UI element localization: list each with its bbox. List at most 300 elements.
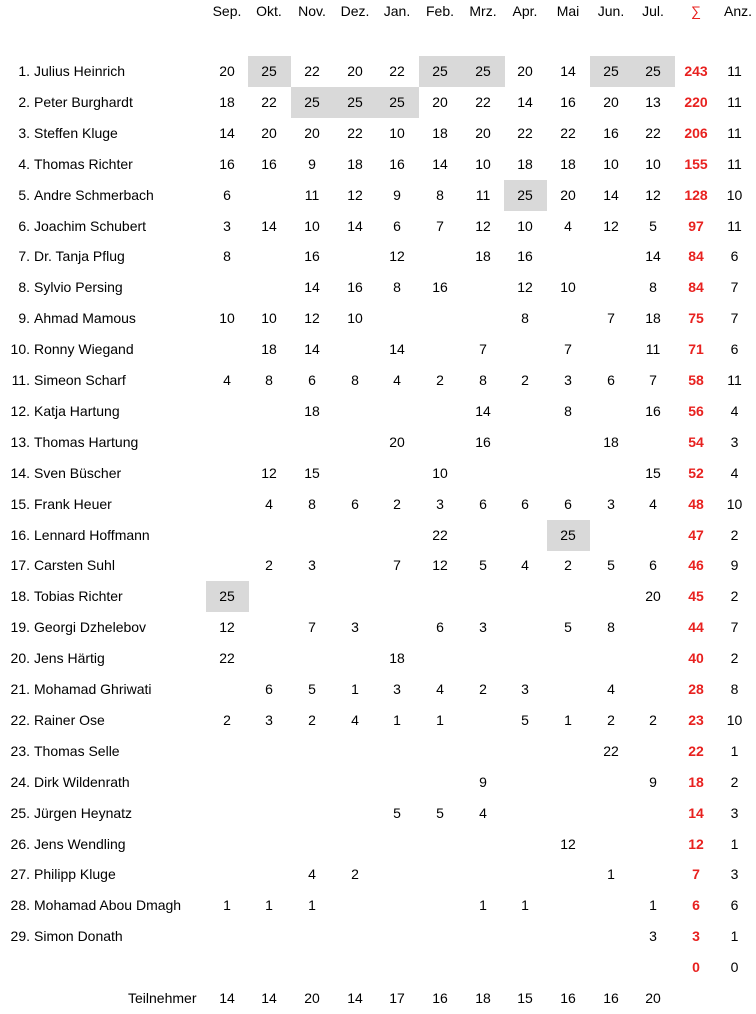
row-count: 2 (717, 767, 753, 798)
row-value: 3 (504, 674, 547, 705)
row-value: 20 (504, 56, 547, 87)
row-value: 25 (376, 87, 419, 118)
row-value: 3 (376, 674, 419, 705)
row-value (248, 581, 291, 612)
row-value (547, 890, 590, 921)
row-value: 16 (376, 149, 419, 180)
row-value: 5 (419, 798, 462, 829)
row-value (632, 829, 675, 860)
row-value: 7 (632, 365, 675, 396)
row-value: 14 (206, 118, 249, 149)
row-value (419, 581, 462, 612)
row-value: 20 (590, 87, 633, 118)
row-value: 1 (334, 674, 377, 705)
row-count: 8 (717, 674, 753, 705)
row-value (504, 427, 547, 458)
row-rank: 21. (0, 674, 30, 705)
row-value (547, 458, 590, 489)
row-value: 10 (632, 149, 675, 180)
row-value: 11 (291, 180, 334, 211)
row-value (504, 798, 547, 829)
row-name: Jens Härtig (34, 643, 105, 674)
row-value (419, 334, 462, 365)
row-value: 10 (504, 211, 547, 242)
row-value (376, 581, 419, 612)
row-count: 1 (717, 736, 753, 767)
row-value: 5 (632, 211, 675, 242)
row-rank: 6. (0, 211, 30, 242)
row-value: 16 (248, 149, 291, 180)
row-name: Lennard Hoffmann (34, 520, 150, 551)
row-value: 14 (590, 180, 633, 211)
row-value: 3 (547, 365, 590, 396)
row-value: 25 (291, 87, 334, 118)
row-value: 1 (547, 705, 590, 736)
row-name: Dirk Wildenrath (34, 767, 130, 798)
row-value: 7 (291, 612, 334, 643)
row-value (632, 736, 675, 767)
row-total: 7 (675, 859, 718, 890)
row-value (248, 396, 291, 427)
row-value: 4 (248, 489, 291, 520)
row-value (291, 829, 334, 860)
row-value: 14 (376, 334, 419, 365)
row-count: 3 (717, 859, 753, 890)
row-value (590, 643, 633, 674)
row-value (376, 921, 419, 952)
row-value: 25 (206, 581, 249, 612)
row-value: 18 (462, 241, 505, 272)
row-value (547, 303, 590, 334)
row-value: 8 (248, 365, 291, 396)
row-value (590, 241, 633, 272)
row-value (334, 890, 377, 921)
row-value: 3 (334, 612, 377, 643)
row-value (504, 581, 547, 612)
row-value (547, 581, 590, 612)
row-value (590, 921, 633, 952)
row-value: 2 (632, 705, 675, 736)
row-count: 6 (717, 890, 753, 921)
row-value: 12 (590, 211, 633, 242)
row-value (419, 396, 462, 427)
row-rank: 5. (0, 180, 30, 211)
header-month: Jan. (376, 0, 419, 22)
row-value (504, 829, 547, 860)
row-value (590, 334, 633, 365)
row-value (419, 859, 462, 890)
row-value (504, 767, 547, 798)
row-value: 14 (547, 56, 590, 87)
row-total: 47 (675, 520, 718, 551)
row-value: 8 (334, 365, 377, 396)
row-total: 84 (675, 241, 718, 272)
row-value: 5 (376, 798, 419, 829)
row-value: 12 (206, 612, 249, 643)
row-name: Philipp Kluge (34, 859, 116, 890)
row-rank: 25. (0, 798, 30, 829)
header-sum-symbol: ∑ (675, 0, 718, 22)
row-value: 6 (334, 489, 377, 520)
row-rank: 26. (0, 829, 30, 860)
row-value (504, 643, 547, 674)
row-value (248, 241, 291, 272)
row-value (206, 550, 249, 581)
row-rank: 28. (0, 890, 30, 921)
row-value: 18 (206, 87, 249, 118)
row-value: 7 (547, 334, 590, 365)
row-value: 8 (376, 272, 419, 303)
row-count: 10 (717, 180, 753, 211)
row-rank: 1. (0, 56, 30, 87)
row-value: 12 (547, 829, 590, 860)
row-value (248, 427, 291, 458)
row-name: Rainer Ose (34, 705, 105, 736)
row-name: Jürgen Heynatz (34, 798, 132, 829)
row-value: 22 (419, 520, 462, 551)
row-value (632, 859, 675, 890)
row-value: 8 (206, 241, 249, 272)
row-total: 48 (675, 489, 718, 520)
header-month: Jun. (590, 0, 633, 22)
row-value (376, 303, 419, 334)
footer-value: 14 (334, 983, 377, 1014)
row-rank: 8. (0, 272, 30, 303)
row-value: 10 (419, 458, 462, 489)
row-name: Thomas Richter (34, 149, 133, 180)
row-value: 5 (291, 674, 334, 705)
row-value: 6 (547, 489, 590, 520)
row-rank: 3. (0, 118, 30, 149)
row-value (419, 736, 462, 767)
row-total: 52 (675, 458, 718, 489)
row-name: Mohamad Ghriwati (34, 674, 152, 705)
row-value (547, 921, 590, 952)
extra-total: 0 (675, 952, 718, 983)
row-value: 8 (590, 612, 633, 643)
row-value (590, 458, 633, 489)
row-value (334, 798, 377, 829)
row-value: 2 (547, 550, 590, 581)
row-count: 10 (717, 489, 753, 520)
row-value (334, 458, 377, 489)
row-value: 14 (291, 334, 334, 365)
row-value (376, 829, 419, 860)
row-name: Peter Burghardt (34, 87, 133, 118)
row-value: 8 (291, 489, 334, 520)
row-value (248, 767, 291, 798)
row-count: 11 (717, 87, 753, 118)
row-value (376, 612, 419, 643)
row-value: 2 (291, 705, 334, 736)
row-value (334, 736, 377, 767)
row-rank: 23. (0, 736, 30, 767)
row-value (206, 396, 249, 427)
row-value: 18 (376, 643, 419, 674)
row-name: Frank Heuer (34, 489, 112, 520)
row-value: 12 (419, 550, 462, 581)
row-value: 6 (590, 365, 633, 396)
row-name: Katja Hartung (34, 396, 120, 427)
row-value: 5 (590, 550, 633, 581)
row-value: 7 (419, 211, 462, 242)
row-value: 22 (590, 736, 633, 767)
row-total: 45 (675, 581, 718, 612)
row-value: 1 (590, 859, 633, 890)
row-name: Thomas Selle (34, 736, 120, 767)
row-value: 25 (590, 56, 633, 87)
row-count: 11 (717, 56, 753, 87)
row-value: 20 (291, 118, 334, 149)
row-value (504, 736, 547, 767)
row-rank: 18. (0, 581, 30, 612)
row-value: 2 (462, 674, 505, 705)
header-count: Anz. (717, 0, 756, 22)
row-rank: 9. (0, 303, 30, 334)
row-value: 20 (462, 118, 505, 149)
row-value: 3 (590, 489, 633, 520)
row-value: 6 (376, 211, 419, 242)
row-value: 12 (248, 458, 291, 489)
row-value: 1 (419, 705, 462, 736)
footer-value: 14 (206, 983, 249, 1014)
row-value: 22 (248, 87, 291, 118)
row-total: 12 (675, 829, 718, 860)
row-value: 6 (248, 674, 291, 705)
row-value (206, 736, 249, 767)
row-value: 16 (632, 396, 675, 427)
row-value: 9 (376, 180, 419, 211)
row-value: 18 (334, 149, 377, 180)
row-value (248, 272, 291, 303)
row-value (206, 767, 249, 798)
row-value: 10 (248, 303, 291, 334)
row-value (248, 612, 291, 643)
row-value (504, 458, 547, 489)
row-total: 54 (675, 427, 718, 458)
row-value (590, 767, 633, 798)
row-value: 3 (419, 489, 462, 520)
row-value (206, 458, 249, 489)
row-count: 1 (717, 921, 753, 952)
footer-value: 16 (590, 983, 633, 1014)
row-value (248, 520, 291, 551)
row-value: 13 (632, 87, 675, 118)
row-value (504, 396, 547, 427)
row-value: 20 (547, 180, 590, 211)
row-value: 14 (291, 272, 334, 303)
row-total: 3 (675, 921, 718, 952)
row-value (547, 767, 590, 798)
header-month: Mrz. (462, 0, 505, 22)
row-value (291, 921, 334, 952)
row-count: 2 (717, 643, 753, 674)
row-value: 20 (376, 427, 419, 458)
row-value (547, 736, 590, 767)
row-value (376, 890, 419, 921)
header-month: Nov. (291, 0, 334, 22)
row-value: 10 (547, 272, 590, 303)
row-count: 3 (717, 798, 753, 829)
row-value: 16 (590, 118, 633, 149)
row-count: 4 (717, 458, 753, 489)
row-name: Thomas Hartung (34, 427, 138, 458)
row-value: 4 (547, 211, 590, 242)
row-value (248, 859, 291, 890)
row-value: 22 (376, 56, 419, 87)
row-value (291, 643, 334, 674)
row-rank: 19. (0, 612, 30, 643)
row-value: 12 (334, 180, 377, 211)
row-value: 14 (632, 241, 675, 272)
row-value: 3 (206, 211, 249, 242)
row-value (632, 674, 675, 705)
row-count: 2 (717, 520, 753, 551)
row-rank: 14. (0, 458, 30, 489)
row-total: 128 (675, 180, 718, 211)
row-count: 1 (717, 829, 753, 860)
row-total: 97 (675, 211, 718, 242)
row-value: 4 (291, 859, 334, 890)
row-value (462, 705, 505, 736)
row-value: 4 (632, 489, 675, 520)
row-value: 10 (376, 118, 419, 149)
row-total: 44 (675, 612, 718, 643)
row-value: 22 (632, 118, 675, 149)
row-value (376, 767, 419, 798)
row-value: 22 (291, 56, 334, 87)
row-value: 11 (462, 180, 505, 211)
row-value (291, 520, 334, 551)
row-value (206, 859, 249, 890)
row-name: Simeon Scharf (34, 365, 126, 396)
row-value: 10 (334, 303, 377, 334)
row-value: 7 (462, 334, 505, 365)
row-value: 1 (462, 890, 505, 921)
row-value: 8 (632, 272, 675, 303)
row-value: 6 (462, 489, 505, 520)
row-value (590, 520, 633, 551)
row-value (462, 458, 505, 489)
row-value: 14 (419, 149, 462, 180)
row-rank: 20. (0, 643, 30, 674)
row-value (206, 272, 249, 303)
row-name: Sylvio Persing (34, 272, 123, 303)
row-rank: 24. (0, 767, 30, 798)
row-value (334, 334, 377, 365)
row-rank: 22. (0, 705, 30, 736)
row-value (376, 736, 419, 767)
row-value: 18 (590, 427, 633, 458)
header-month: Okt. (248, 0, 291, 22)
row-value: 3 (291, 550, 334, 581)
row-value: 7 (376, 550, 419, 581)
row-value: 8 (504, 303, 547, 334)
row-value: 6 (504, 489, 547, 520)
row-value (419, 767, 462, 798)
row-count: 7 (717, 272, 753, 303)
row-value (504, 334, 547, 365)
row-total: 18 (675, 767, 718, 798)
row-value: 16 (334, 272, 377, 303)
row-value: 16 (504, 241, 547, 272)
row-value (334, 550, 377, 581)
row-value (248, 736, 291, 767)
row-count: 6 (717, 241, 753, 272)
footer-value: 18 (462, 983, 505, 1014)
row-value: 12 (504, 272, 547, 303)
row-value: 2 (504, 365, 547, 396)
row-value: 12 (632, 180, 675, 211)
row-value: 1 (206, 890, 249, 921)
row-value: 11 (632, 334, 675, 365)
row-value: 25 (504, 180, 547, 211)
row-total: 6 (675, 890, 718, 921)
footer-value: 16 (419, 983, 462, 1014)
row-rank: 12. (0, 396, 30, 427)
row-value: 16 (547, 87, 590, 118)
row-value (632, 520, 675, 551)
row-total: 46 (675, 550, 718, 581)
row-rank: 16. (0, 520, 30, 551)
row-value (291, 736, 334, 767)
row-name: Joachim Schubert (34, 211, 146, 242)
row-value (504, 921, 547, 952)
row-count: 7 (717, 303, 753, 334)
row-total: 206 (675, 118, 718, 149)
row-total: 56 (675, 396, 718, 427)
row-name: Steffen Kluge (34, 118, 118, 149)
row-value: 4 (419, 674, 462, 705)
row-name: Sven Büscher (34, 458, 121, 489)
row-total: 22 (675, 736, 718, 767)
row-value: 8 (462, 365, 505, 396)
row-value (206, 921, 249, 952)
row-count: 11 (717, 211, 753, 242)
row-value (547, 427, 590, 458)
header-month: Sep. (206, 0, 249, 22)
row-value (334, 396, 377, 427)
row-rank: 7. (0, 241, 30, 272)
row-value: 18 (291, 396, 334, 427)
row-value: 7 (590, 303, 633, 334)
row-count: 4 (717, 396, 753, 427)
row-value (291, 798, 334, 829)
row-name: Ronny Wiegand (34, 334, 134, 365)
row-value (504, 520, 547, 551)
row-value: 9 (291, 149, 334, 180)
row-name: Mohamad Abou Dmagh (34, 890, 181, 921)
row-value (462, 303, 505, 334)
row-value (206, 674, 249, 705)
footer-value: 17 (376, 983, 419, 1014)
row-value: 20 (334, 56, 377, 87)
row-count: 2 (717, 581, 753, 612)
row-value: 20 (632, 581, 675, 612)
row-value (206, 798, 249, 829)
row-value (590, 396, 633, 427)
row-value (334, 767, 377, 798)
row-value (419, 829, 462, 860)
row-value: 18 (504, 149, 547, 180)
row-value: 3 (462, 612, 505, 643)
row-value: 25 (334, 87, 377, 118)
row-value: 4 (504, 550, 547, 581)
row-value: 14 (462, 396, 505, 427)
header-month: Jul. (632, 0, 675, 22)
row-value: 1 (632, 890, 675, 921)
row-count: 10 (717, 705, 753, 736)
